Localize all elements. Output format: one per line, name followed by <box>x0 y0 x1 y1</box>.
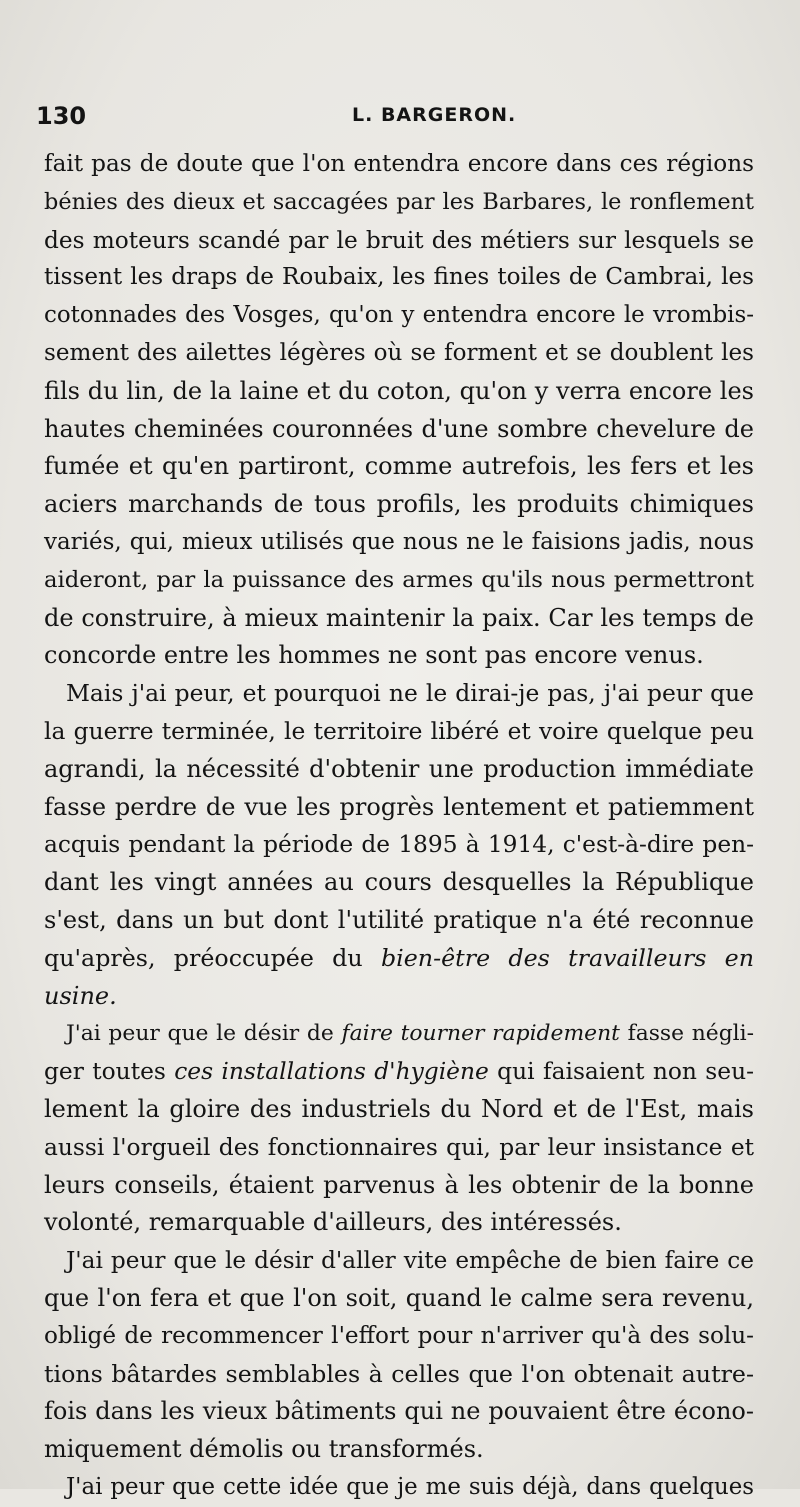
text-line: sement des ailettes légères où se forment et se doublent les <box>44 339 754 366</box>
page-number: 130 <box>36 102 87 130</box>
italic-run: faire tourner rapidement <box>341 1021 620 1047</box>
text-line <box>44 978 754 1016</box>
text-line: dant les vingt années au cours desquelles la République <box>44 868 754 897</box>
text-line: des moteurs scandé par le bruit des métiers sur lesquels se <box>44 226 754 254</box>
text-line: cotonnades des Vosges, qu'on y entendra encore le vrombis- <box>44 302 754 329</box>
text-line: tions bâtardes semblables à celles que l'on obtenait autre- <box>44 1359 754 1388</box>
italic-run: ces installations d'hygiène <box>174 1057 489 1086</box>
text-line: agrandi, la nécessité d'obtenir une production immédiate <box>44 754 754 783</box>
text-line: aideront, par la puissance des armes qu'ils nous permettront <box>44 566 754 593</box>
text-line: fait pas de doute que l'on entendra encore dans ces régions <box>44 151 754 177</box>
text-line: que l'on fera et que l'on soit, quand le calme sera revenu, <box>44 1283 754 1312</box>
text-run: qui faisaient non seu- <box>497 1057 754 1086</box>
text-line: variés, qui, mieux utilisés que nous ne le faisions jadis, nous <box>44 528 754 555</box>
text-line: miquement démolis ou transformés. <box>44 1435 484 1464</box>
text-run: J'ai peur que le désir de <box>66 1021 334 1047</box>
text-line: fasse perdre de vue les progrès lentement et patiemment <box>44 792 754 821</box>
italic-run: usine. <box>44 981 117 1010</box>
text-line <box>44 1053 754 1091</box>
italic-run: bien-être des travailleurs en <box>380 943 754 972</box>
text-line: concorde entre les hommes ne sont pas encore venus. <box>44 641 704 670</box>
text-run: qu'après, préoccupée du <box>44 943 363 972</box>
text-line: hautes cheminées couronnées d'une sombre chevelure de <box>44 414 754 443</box>
text-line: Mais j'ai peur, et pourquoi ne le dirai-je pas, j'ai peur que <box>66 679 754 708</box>
text-line: obligé de recommencer l'effort pour n'arriver qu'à des solu- <box>44 1322 754 1349</box>
text-line: fois dans les vieux bâtiments qui ne pouvaient être écono- <box>44 1397 754 1426</box>
text-line: lement la gloire des industriels du Nord et de l'Est, mais <box>44 1094 754 1123</box>
text-line: bénies des dieux et saccagées par les Barbares, le ronflement <box>44 188 754 215</box>
running-head: L. BARGERON. <box>352 104 517 126</box>
text-line: J'ai peur que cette idée que je me suis déjà, dans quelques <box>66 1473 754 1500</box>
text-line: la guerre terminée, le territoire libéré et voire quelque peu <box>44 716 754 745</box>
text-line: acquis pendant la période de 1895 à 1914, c'est-à-dire pen- <box>44 831 754 859</box>
body-text <box>44 146 754 1507</box>
page-header <box>36 98 760 138</box>
text-line: fils du lin, de la laine et du coton, qu'on y verra encore les <box>44 376 754 405</box>
text-line: fumée et qu'en partiront, comme autrefois, les fers et les <box>44 452 754 481</box>
text-line: leurs conseils, étaient parvenus à les obtenir de la bonne <box>44 1170 754 1199</box>
text-line: s'est, dans un but dont l'utilité pratique n'a été reconnue <box>44 905 754 934</box>
text-line: aciers marchands de tous profils, les produits chimiques <box>44 490 754 519</box>
text-line: tissent les draps de Roubaix, les fines toiles de Cambrai, les <box>44 264 754 291</box>
text-line: de construire, à mieux maintenir la paix. Car les temps de <box>44 603 754 632</box>
text-run: ger toutes <box>44 1057 166 1086</box>
text-line: J'ai peur que le désir d'aller vite empêche de bien faire ce <box>66 1247 754 1275</box>
text-run: fasse négli- <box>627 1021 755 1047</box>
text-line: volonté, remarquable d'ailleurs, des intéressés. <box>44 1208 622 1237</box>
text-line: aussi l'orgueil des fonctionnaires qui, par leur insistance et <box>44 1132 754 1161</box>
text-line <box>44 1015 754 1053</box>
text-line <box>44 940 754 978</box>
